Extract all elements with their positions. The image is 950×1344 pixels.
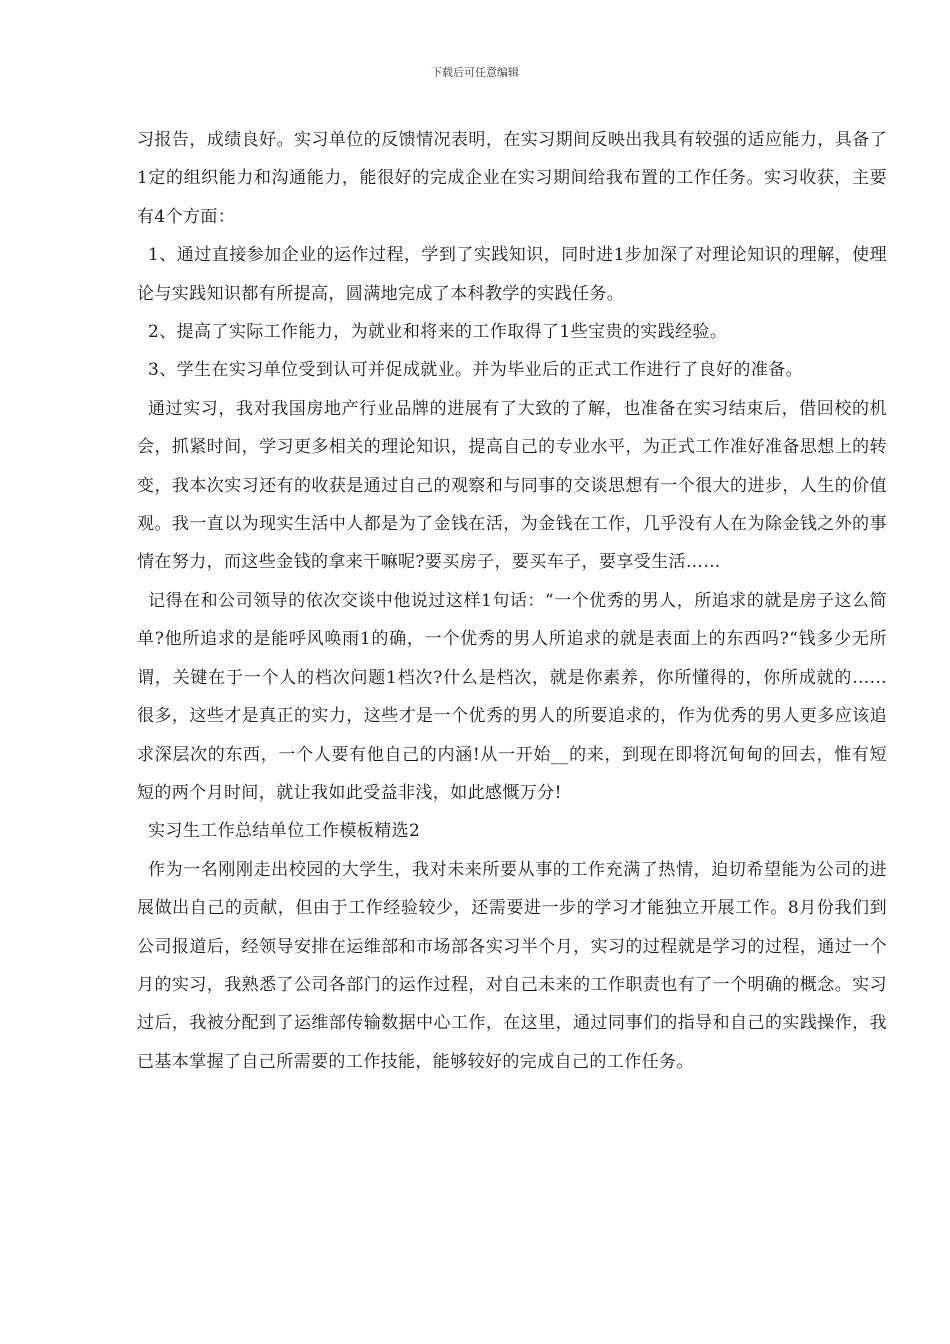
- paragraph-1: 习报告，成绩良好。实习单位的反馈情况表明，在实习期间反映出我具有较强的适应能力，具备了1定的组织能力和沟通能力，能很好的完成企业在实习期间给我布置的工作任务。实习收获，主要有4个方面：: [137, 130, 887, 227]
- paragraph-3: 2、提高了实际工作能力，为就业和将来的工作取得了1些宝贵的实践经验。: [148, 322, 728, 343]
- paragraph-4: 3、学生在实习单位受到认可并促成就业。并为毕业后的正式工作进行了良好的准备。: [148, 360, 804, 381]
- section-heading: 实习生工作总结单位工作模板精选2: [148, 821, 421, 842]
- paragraph-5: 通过实习，我对我国房地产行业品牌的进展有了大致的了解，也准备在实习结束后，借回校的机会，抓紧时间，学习更多相关的理论知识，提高自己的专业水平，为正式工作准好准备思想上的转变，我本次实习还有的收获是通过自己的观察和与同事的交谈思想有一个很大的进步，人生的价值观。我一直以为现实生活中人都是为了金钱在活，为金钱在工作，几乎没有人在为除金钱之外的事情在努力，而这些金钱的拿来干嘛呢?要买房子，要买车子，要享受生活……: [137, 398, 887, 573]
- paragraph-7: 作为一名刚刚走出校园的大学生，我对未来所要从事的工作充满了热情，迫切希望能为公司的进展做出自己的贡献，但由于工作经验较少，还需要进一步的学习才能独立开展工作。8月份我们到公司报道后，经领导安排在运维部和市场部各实习半个月，实习的过程就是学习的过程，通过一个月的实习，我熟悉了公司各部门的运作过程，对自己未来的工作职责也有了一个明确的概念。实习过后，我被分配到了运维部传输数据中心工作，在这里，通过同事们的指导和自己的实践操作，我已基本掌握了自己所需要的工作技能，能够较好的完成自己的工作任务。: [137, 859, 887, 1072]
- paragraph-2: 1、通过直接参加企业的运作过程，学到了实践知识，同时进1步加深了对理论知识的理解，使理论与实践知识都有所提高，圆满地完成了本科教学的实践任务。: [137, 245, 887, 304]
- paragraph-6: 记得在和公司领导的依次交谈中他说过这样1句话：“一个优秀的男人，所追求的就是房子这么简单?他所追求的是能呼风唤雨1的确，一个优秀的男人所追求的就是表面上的东西吗?“钱多少无所谓，关键在于一个人的档次问题1档次?什么是档次，就是你素养，你所懂得的，你所成就的……很多，这些才是真正的实力，这些才是一个优秀的男人的所要追求的，作为优秀的男人更多应该追求深层次的东西，一个人要有他自己的内涵!从一开始__的来，到现在即将沉甸甸的回去，惟有短短的两个月时间，就让我如此受益非浅，如此感慨万分!: [137, 590, 887, 803]
- page-header-note: 下载后可任意编辑: [431, 66, 519, 79]
- document-body: [137, 121, 887, 1081]
